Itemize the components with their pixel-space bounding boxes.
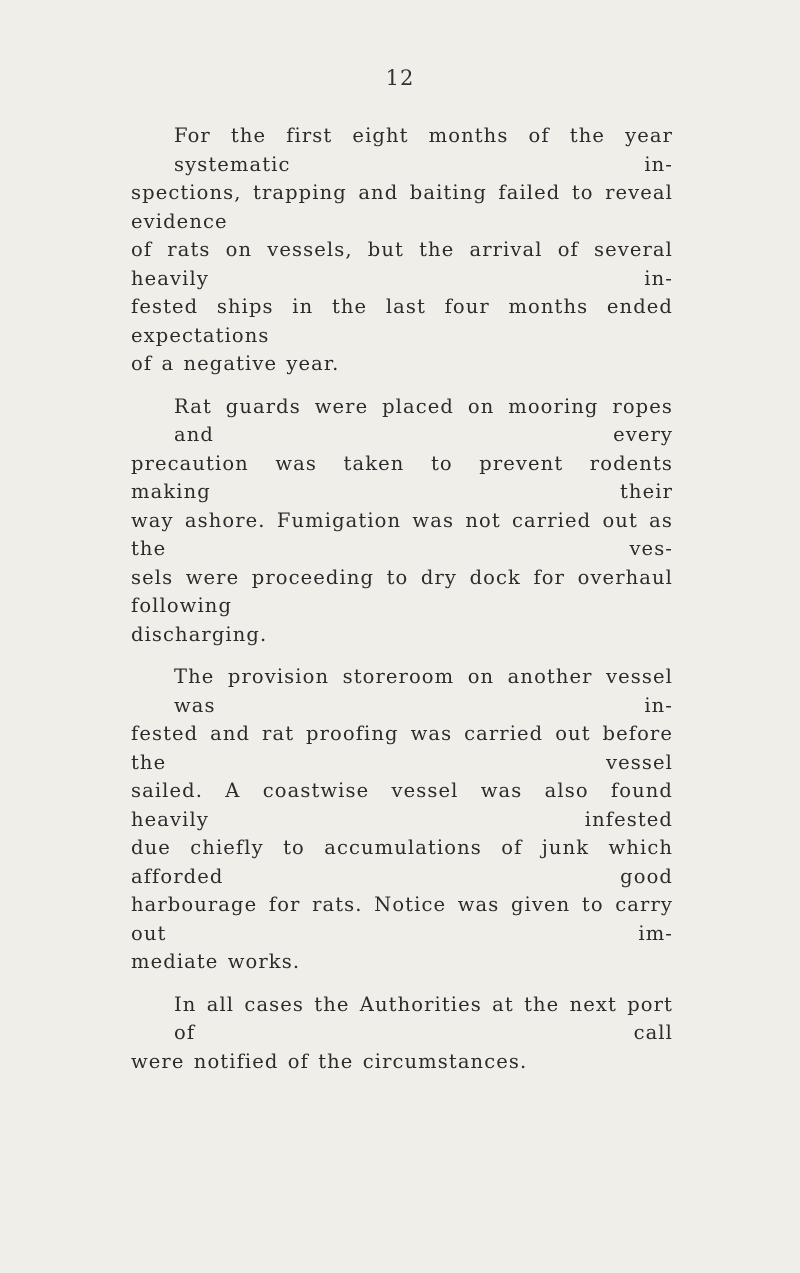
- paragraph-line: way ashore. Fumigation was not carried out as the ves-: [131, 508, 673, 560]
- paragraph-line: of a negative year.: [131, 352, 340, 375]
- paragraph-line: fested and rat proofing was carried out before the vessel: [131, 722, 673, 774]
- paragraph-line: Rat guards were placed on mooring ropes and every: [174, 394, 673, 446]
- paragraph-line: In all cases the Authorities at the next port of call: [174, 992, 673, 1044]
- paragraph-line: precaution was taken to prevent rodents making their: [131, 451, 673, 503]
- paragraph-1: [131, 122, 673, 379]
- paragraph-line: were notified of the circumstances.: [131, 1049, 528, 1073]
- paragraph-line: The provision storeroom on another vessel was in-: [174, 665, 673, 717]
- paragraph-3: [131, 663, 673, 977]
- paragraph-line: due chiefly to accumulations of junk which afforded good: [131, 836, 673, 888]
- paragraph-line: of rats on vessels, but the arrival of several heavily in-: [131, 238, 673, 290]
- paragraph-2: [131, 393, 673, 650]
- paragraph-4: [131, 991, 673, 1077]
- paragraph-line: mediate works.: [131, 950, 301, 973]
- paragraph-line: harbourage for rats. Notice was given to carry out im-: [131, 893, 673, 945]
- paragraph-line: spections, trapping and baiting failed to reveal evidence: [131, 181, 673, 233]
- paragraph-line: sels were proceeding to dry dock for overhaul following: [131, 565, 673, 617]
- page-number: 12: [385, 66, 415, 90]
- paragraph-line: sailed. A coastwise vessel was also found heavily infested: [131, 779, 673, 831]
- paragraph-line: fested ships in the last four months ended expectations: [131, 295, 673, 347]
- paragraph-line: For the first eight months of the year systematic in-: [174, 124, 673, 176]
- body-text: [131, 122, 673, 1090]
- paragraph-line: discharging.: [131, 622, 268, 646]
